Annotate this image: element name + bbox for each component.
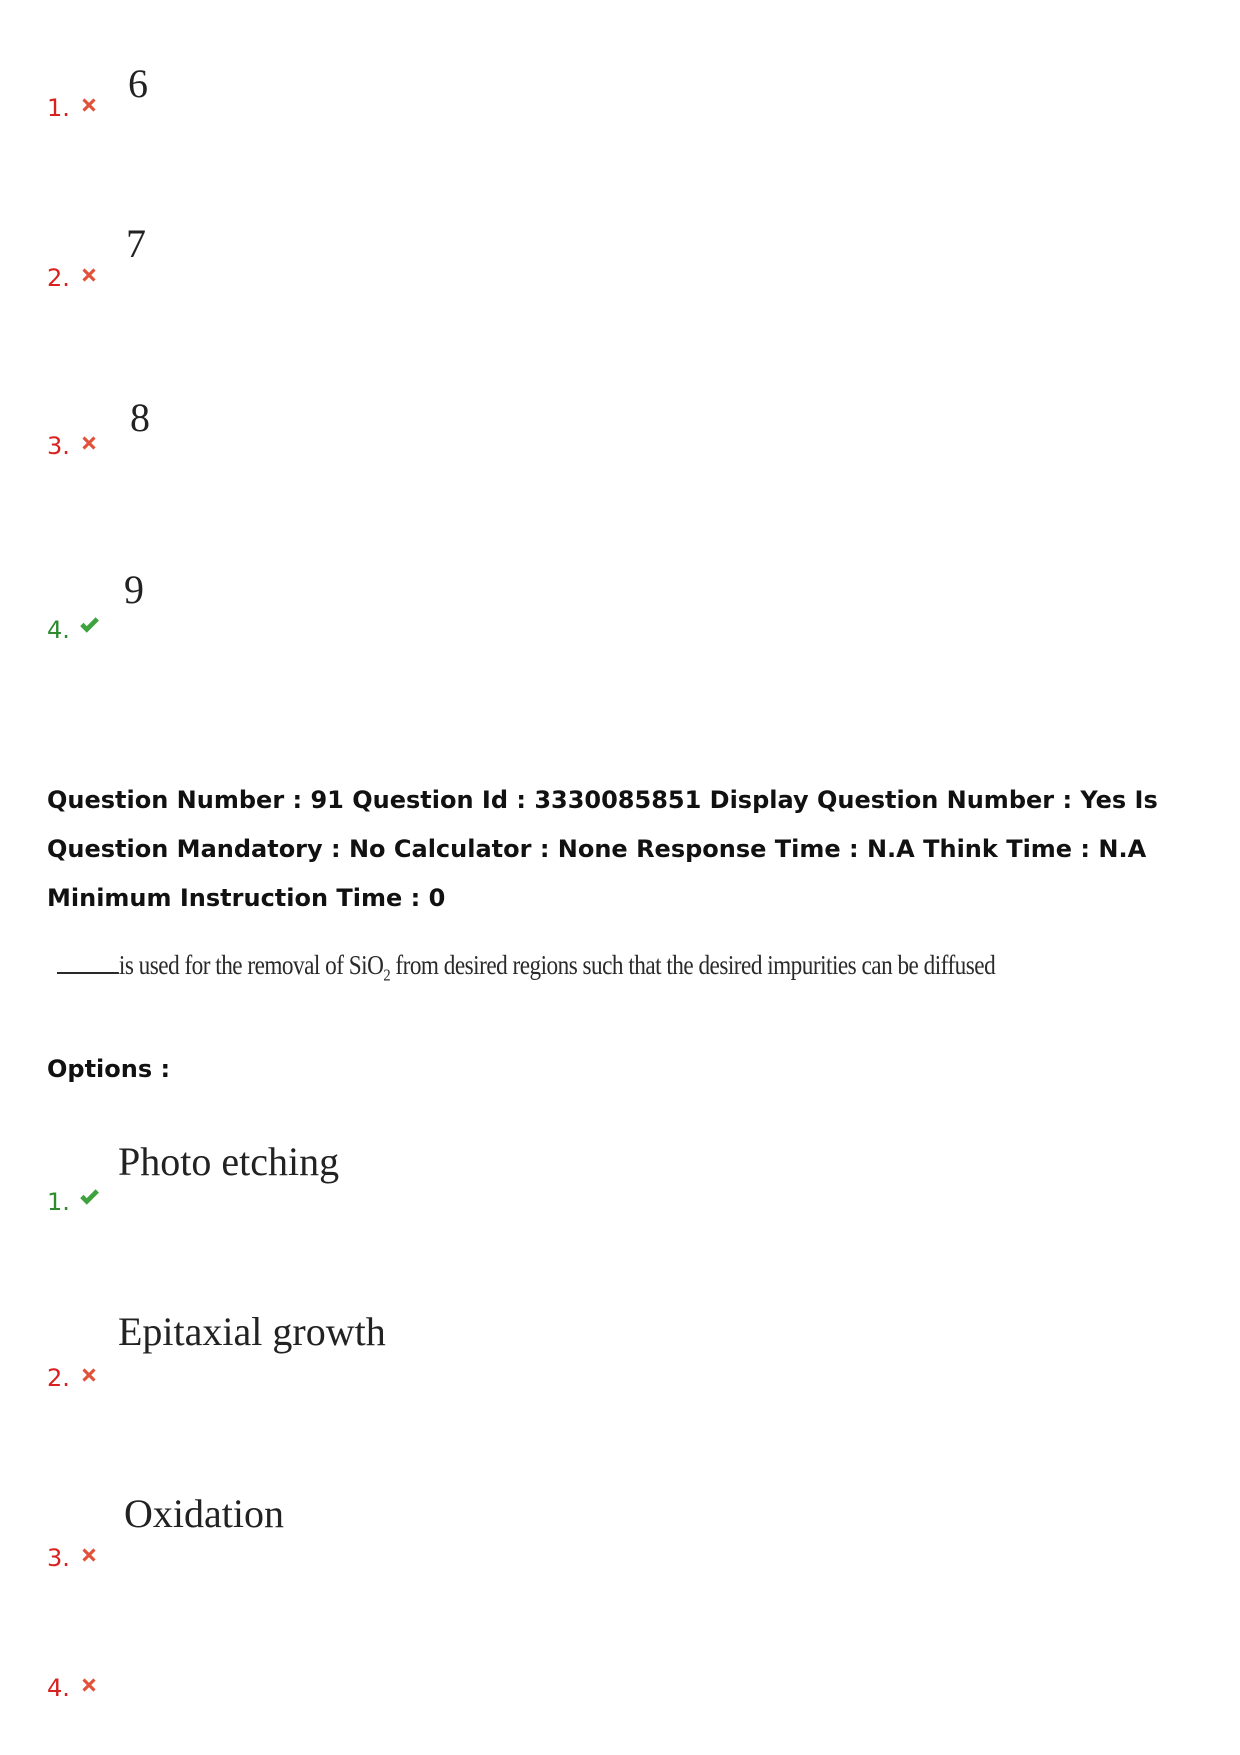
option-3 [0, 1490, 1240, 1610]
prev-option-4 [0, 566, 1240, 686]
option-text: Oxidation [124, 1491, 284, 1536]
prev-option-2 [0, 220, 1240, 340]
option-4 [0, 1666, 1240, 1726]
option-text: Photo etching [118, 1139, 340, 1184]
option-number: 3. [47, 1544, 70, 1572]
question-text [57, 950, 995, 985]
option-number: 4. [47, 616, 70, 644]
cross-icon [78, 432, 100, 454]
option-2 [0, 1308, 1240, 1428]
answer-blank [57, 950, 119, 974]
question-meta: Question Number : 91 Question Id : 3330085851 Display Question Number : Yes Is Question Mandatory : No Calculator : None Response Time : N.A Think Time : N.A Minimum Instruction Time : 0 [47, 786, 1158, 912]
question-subscript: 2 [383, 965, 391, 985]
prev-option-1 [0, 60, 1240, 180]
cross-icon [78, 94, 100, 116]
option-number: 1. [47, 94, 70, 122]
option-number: 2. [47, 264, 70, 292]
check-icon [78, 614, 100, 636]
question-text-part-2: from desired regions such that the desired impurities can be diffused [390, 950, 996, 980]
option-number: 4. [47, 1674, 70, 1702]
cross-icon [78, 1674, 100, 1696]
option-1 [0, 1138, 1240, 1258]
option-text: 8 [130, 395, 150, 440]
prev-option-3 [0, 394, 1240, 514]
cross-icon [78, 264, 100, 286]
option-text: 9 [124, 567, 144, 612]
option-text: Epitaxial growth [118, 1309, 386, 1354]
cross-icon [78, 1544, 100, 1566]
options-label: Options : [47, 1055, 171, 1083]
option-number: 3. [47, 432, 70, 460]
question-text-part-1: is used for the removal of SiO [118, 950, 384, 980]
option-number: 2. [47, 1364, 70, 1392]
option-text: 6 [128, 61, 148, 106]
check-icon [78, 1186, 100, 1208]
option-text: 7 [126, 221, 146, 266]
option-number: 1. [47, 1188, 70, 1216]
cross-icon [78, 1364, 100, 1386]
